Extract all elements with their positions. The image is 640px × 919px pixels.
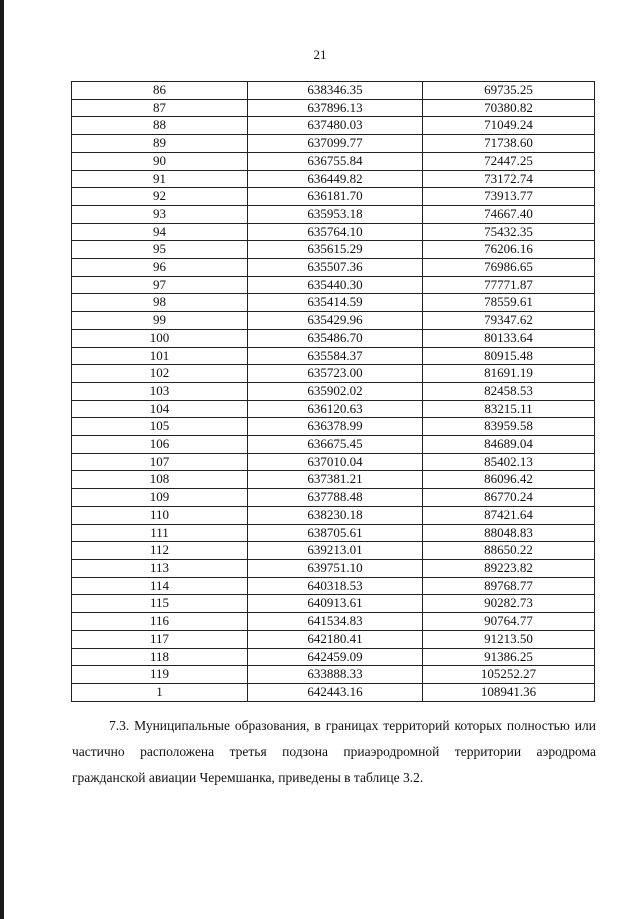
x-coordinate-cell: 635723.00 <box>248 365 423 383</box>
y-coordinate-cell: 91386.25 <box>423 648 595 666</box>
point-number-cell: 98 <box>72 294 248 312</box>
table-row <box>72 241 595 259</box>
table-row <box>72 259 595 277</box>
x-coordinate-cell: 640913.61 <box>248 595 423 613</box>
point-number-cell: 119 <box>72 666 248 684</box>
point-number-cell: 93 <box>72 205 248 223</box>
point-number-cell: 109 <box>72 489 248 507</box>
table-row <box>72 436 595 454</box>
table-row <box>72 666 595 684</box>
point-number-cell: 92 <box>72 188 248 206</box>
x-coordinate-cell: 633888.33 <box>248 666 423 684</box>
point-number-cell: 96 <box>72 259 248 277</box>
table-row <box>72 506 595 524</box>
table-row <box>72 559 595 577</box>
table-row <box>72 223 595 241</box>
x-coordinate-cell: 642459.09 <box>248 648 423 666</box>
y-coordinate-cell: 84689.04 <box>423 436 595 454</box>
table-row <box>72 453 595 471</box>
table-row <box>72 648 595 666</box>
y-coordinate-cell: 75432.35 <box>423 223 595 241</box>
x-coordinate-cell: 636449.82 <box>248 170 423 188</box>
point-number-cell: 110 <box>72 506 248 524</box>
y-coordinate-cell: 108941.36 <box>423 683 595 701</box>
y-coordinate-cell: 71738.60 <box>423 135 595 153</box>
point-number-cell: 111 <box>72 524 248 542</box>
coordinates-table-body <box>72 82 595 702</box>
y-coordinate-cell: 77771.87 <box>423 276 595 294</box>
point-number-cell: 97 <box>72 276 248 294</box>
x-coordinate-cell: 641534.83 <box>248 613 423 631</box>
x-coordinate-cell: 639751.10 <box>248 559 423 577</box>
point-number-cell: 117 <box>72 630 248 648</box>
y-coordinate-cell: 71049.24 <box>423 117 595 135</box>
table-row <box>72 99 595 117</box>
x-coordinate-cell: 635615.29 <box>248 241 423 259</box>
x-coordinate-cell: 636755.84 <box>248 152 423 170</box>
x-coordinate-cell: 635953.18 <box>248 205 423 223</box>
y-coordinate-cell: 89223.82 <box>423 559 595 577</box>
y-coordinate-cell: 83215.11 <box>423 400 595 418</box>
y-coordinate-cell: 69735.25 <box>423 82 595 100</box>
y-coordinate-cell: 83959.58 <box>423 418 595 436</box>
y-coordinate-cell: 81691.19 <box>423 365 595 383</box>
point-number-cell: 1 <box>72 683 248 701</box>
x-coordinate-cell: 635440.30 <box>248 276 423 294</box>
y-coordinate-cell: 90282.73 <box>423 595 595 613</box>
y-coordinate-cell: 80915.48 <box>423 347 595 365</box>
table-row <box>72 418 595 436</box>
y-coordinate-cell: 72447.25 <box>423 152 595 170</box>
point-number-cell: 102 <box>72 365 248 383</box>
x-coordinate-cell: 636120.63 <box>248 400 423 418</box>
table-row <box>72 524 595 542</box>
point-number-cell: 108 <box>72 471 248 489</box>
x-coordinate-cell: 637896.13 <box>248 99 423 117</box>
y-coordinate-cell: 89768.77 <box>423 577 595 595</box>
point-number-cell: 89 <box>72 135 248 153</box>
point-number-cell: 87 <box>72 99 248 117</box>
y-coordinate-cell: 78559.61 <box>423 294 595 312</box>
y-coordinate-cell: 105252.27 <box>423 666 595 684</box>
scan-edge <box>0 0 4 919</box>
point-number-cell: 95 <box>72 241 248 259</box>
y-coordinate-cell: 80133.64 <box>423 329 595 347</box>
y-coordinate-cell: 79347.62 <box>423 312 595 330</box>
table-row <box>72 312 595 330</box>
x-coordinate-cell: 638346.35 <box>248 82 423 100</box>
page-number: 21 <box>313 47 327 62</box>
table-row <box>72 188 595 206</box>
point-number-cell: 91 <box>72 170 248 188</box>
x-coordinate-cell: 639213.01 <box>248 542 423 560</box>
table-row <box>72 595 595 613</box>
x-coordinate-cell: 637010.04 <box>248 453 423 471</box>
point-number-cell: 105 <box>72 418 248 436</box>
point-number-cell: 106 <box>72 436 248 454</box>
x-coordinate-cell: 638230.18 <box>248 506 423 524</box>
y-coordinate-cell: 90764.77 <box>423 613 595 631</box>
x-coordinate-cell: 635584.37 <box>248 347 423 365</box>
point-number-cell: 104 <box>72 400 248 418</box>
x-coordinate-cell: 635414.59 <box>248 294 423 312</box>
table-row <box>72 170 595 188</box>
point-number-cell: 118 <box>72 648 248 666</box>
x-coordinate-cell: 635507.36 <box>248 259 423 277</box>
x-coordinate-cell: 636378.99 <box>248 418 423 436</box>
y-coordinate-cell: 76206.16 <box>423 241 595 259</box>
table-row <box>72 630 595 648</box>
x-coordinate-cell: 637788.48 <box>248 489 423 507</box>
table-row <box>72 152 595 170</box>
y-coordinate-cell: 70380.82 <box>423 99 595 117</box>
y-coordinate-cell: 86770.24 <box>423 489 595 507</box>
table-row <box>72 329 595 347</box>
point-number-cell: 114 <box>72 577 248 595</box>
x-coordinate-cell: 635429.96 <box>248 312 423 330</box>
table-row <box>72 542 595 560</box>
x-coordinate-cell: 635486.70 <box>248 329 423 347</box>
point-number-cell: 94 <box>72 223 248 241</box>
x-coordinate-cell: 642180.41 <box>248 630 423 648</box>
y-coordinate-cell: 85402.13 <box>423 453 595 471</box>
point-number-cell: 112 <box>72 542 248 560</box>
table-row <box>72 613 595 631</box>
x-coordinate-cell: 637381.21 <box>248 471 423 489</box>
section-paragraph: 7.3. Муниципальные образования, в границах территорий которых полностью или частично расположена третья подзона приаэродромной территории аэродрома гражданской авиации Черемшанка, приведены в таблице 3.2. <box>72 717 596 785</box>
y-coordinate-cell: 73913.77 <box>423 188 595 206</box>
y-coordinate-cell: 88650.22 <box>423 542 595 560</box>
table-row <box>72 471 595 489</box>
x-coordinate-cell: 638705.61 <box>248 524 423 542</box>
point-number-cell: 116 <box>72 613 248 631</box>
point-number-cell: 90 <box>72 152 248 170</box>
y-coordinate-cell: 91213.50 <box>423 630 595 648</box>
table-row <box>72 382 595 400</box>
table-row <box>72 489 595 507</box>
table-row <box>72 347 595 365</box>
point-number-cell: 115 <box>72 595 248 613</box>
table-row <box>72 683 595 701</box>
table-row <box>72 135 595 153</box>
table-row <box>72 205 595 223</box>
table-row <box>72 117 595 135</box>
table-row <box>72 400 595 418</box>
x-coordinate-cell: 637480.03 <box>248 117 423 135</box>
table-row <box>72 294 595 312</box>
x-coordinate-cell: 640318.53 <box>248 577 423 595</box>
x-coordinate-cell: 635764.10 <box>248 223 423 241</box>
coordinates-table <box>71 81 595 702</box>
point-number-cell: 113 <box>72 559 248 577</box>
x-coordinate-cell: 637099.77 <box>248 135 423 153</box>
x-coordinate-cell: 635902.02 <box>248 382 423 400</box>
point-number-cell: 107 <box>72 453 248 471</box>
y-coordinate-cell: 73172.74 <box>423 170 595 188</box>
y-coordinate-cell: 76986.65 <box>423 259 595 277</box>
y-coordinate-cell: 82458.53 <box>423 382 595 400</box>
table-row <box>72 276 595 294</box>
y-coordinate-cell: 86096.42 <box>423 471 595 489</box>
point-number-cell: 100 <box>72 329 248 347</box>
x-coordinate-cell: 636181.70 <box>248 188 423 206</box>
x-coordinate-cell: 636675.45 <box>248 436 423 454</box>
y-coordinate-cell: 74667.40 <box>423 205 595 223</box>
point-number-cell: 101 <box>72 347 248 365</box>
x-coordinate-cell: 642443.16 <box>248 683 423 701</box>
point-number-cell: 88 <box>72 117 248 135</box>
point-number-cell: 103 <box>72 382 248 400</box>
y-coordinate-cell: 88048.83 <box>423 524 595 542</box>
table-row <box>72 577 595 595</box>
y-coordinate-cell: 87421.64 <box>423 506 595 524</box>
point-number-cell: 86 <box>72 82 248 100</box>
table-row <box>72 82 595 100</box>
table-row <box>72 365 595 383</box>
point-number-cell: 99 <box>72 312 248 330</box>
